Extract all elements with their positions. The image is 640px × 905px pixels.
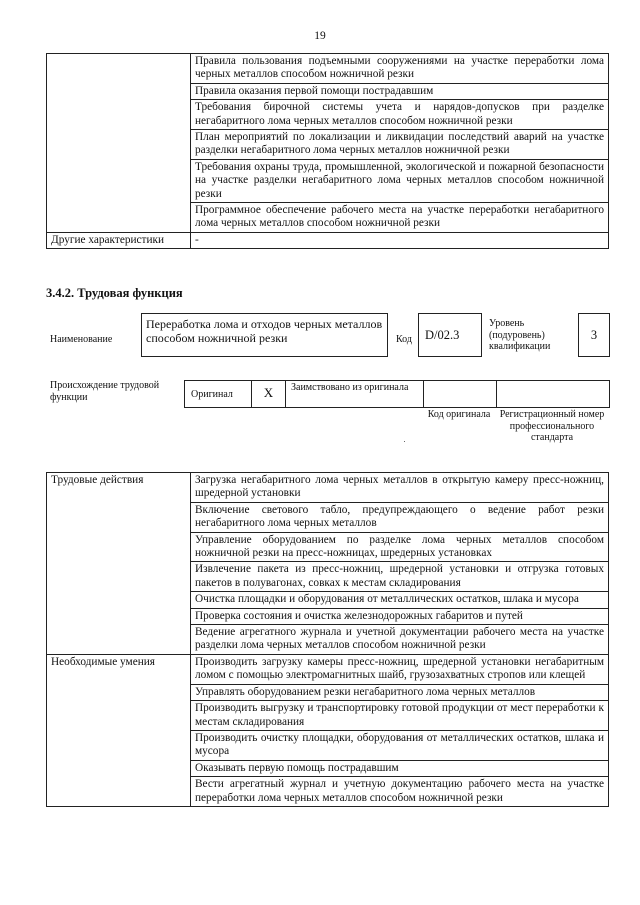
table-cell: Управление оборудованием по разделке лома черных металлов способом ножничной резки на пресс-ножницах, шредерных установках — [191, 532, 609, 562]
row-label: Другие характеристики — [47, 232, 191, 248]
table-cell: Очистка площадки и оборудования от металлических остатков, шлака и мусора — [191, 592, 609, 608]
table-row — [47, 654, 609, 684]
level-value: 3 — [590, 328, 598, 342]
table-cell: Производить очистку площадки, оборудования от металлических остатков, шлака и мусора — [191, 730, 609, 760]
reg-number-cell — [496, 380, 610, 408]
function-name: Переработка лома и отходов черных металлов способом ножничной резки — [146, 317, 383, 345]
code-box — [418, 313, 482, 357]
knowledge-table — [46, 53, 609, 249]
original-cell — [184, 380, 252, 408]
original-label: Оригинал — [191, 389, 233, 400]
function-table — [46, 472, 609, 807]
row-label — [47, 54, 191, 233]
level-label: Уровень (подуровень) квалификации — [489, 318, 551, 352]
level-box — [578, 313, 610, 357]
section-title: 3.4.2. Трудовая функция — [46, 286, 183, 300]
table-cell: Загрузка негабаритного лома черных металлов в открытую камеру пресс-ножниц, шредерной установки — [191, 473, 609, 503]
table-cell: Вести агрегатный журнал и учетную документацию рабочего места на участке переработки лома черных металлов способом ножничной резки — [191, 777, 609, 807]
original-mark-cell — [251, 380, 286, 408]
borrowed-label: Заимствовано из оригинала — [291, 382, 409, 393]
table-cell: Требования охраны труда, промышленной, экологической и пожарной безопасности на участке разделки негабаритного лома черных металлов способом ножничной резки — [191, 159, 609, 202]
name-box — [141, 313, 388, 357]
group-label: Необходимые умения — [47, 654, 191, 806]
table-cell: Производить выгрузку и транспортировку готовой продукции от мест переработки к местам складирования — [191, 701, 609, 731]
code-value: D/02.3 — [425, 328, 460, 342]
table-cell: Правила пользования подъемными сооружениями на участке переработки лома черных металлов способом ножничной резки — [191, 54, 609, 84]
table-cell: План мероприятий по локализации и ликвидации последствий аварий на участке разделки негабаритного лома черных металлов ножничной резки — [191, 130, 609, 160]
origin-label: Происхождение трудовой функции — [50, 380, 160, 403]
table-row — [47, 473, 609, 503]
original-code-cell — [423, 380, 497, 408]
original-mark: X — [263, 385, 274, 400]
table-row — [47, 232, 609, 248]
table-cell: Ведение агрегатного журнала и учетной документации рабочего места на участке разделки лома черных металлов способом ножничной резки — [191, 625, 609, 655]
table-row — [47, 54, 609, 84]
scan-speck — [404, 441, 405, 442]
table-cell: Производить загрузку камеры пресс-ножниц, шредерной установки негабаритным ломом с помощью электромагнитных шайб, грузозахватных стропов или клещей — [191, 654, 609, 684]
table-cell: Управлять оборудованием резки негабаритного лома черных металлов — [191, 684, 609, 700]
code-caption: Код оригинала — [427, 409, 491, 420]
table-cell: Требования бирочной системы учета и нарядов-допусков при разделке негабаритного лома черных металлов способом ножничной резки — [191, 100, 609, 130]
table-cell: - — [191, 232, 609, 248]
borrowed-cell — [285, 380, 424, 408]
table-cell: Программное обеспечение рабочего места на участке переработки негабаритного лома черных металлов способом ножничной резки — [191, 203, 609, 233]
reg-caption: Регистрационный номер профессионального стандарта — [499, 409, 605, 443]
page-number: 19 — [314, 30, 326, 42]
name-label: Наименование — [50, 334, 113, 345]
table-cell: Проверка состояния и очистка железнодорожных габаритов и путей — [191, 608, 609, 624]
table-cell: Включение светового табло, предупреждающего о ведение работ резки негабаритного лома черных металлов — [191, 502, 609, 532]
group-label: Трудовые действия — [47, 473, 191, 655]
table-cell: Правила оказания первой помощи пострадавшим — [191, 83, 609, 99]
table-cell: Оказывать первую помощь пострадавшим — [191, 760, 609, 776]
code-label: Код — [396, 334, 412, 345]
table-cell: Извлечение пакета из пресс-ножниц, шредерной установки и отгрузка готовых пакетов в полувагонах, совках к местам складирования — [191, 562, 609, 592]
